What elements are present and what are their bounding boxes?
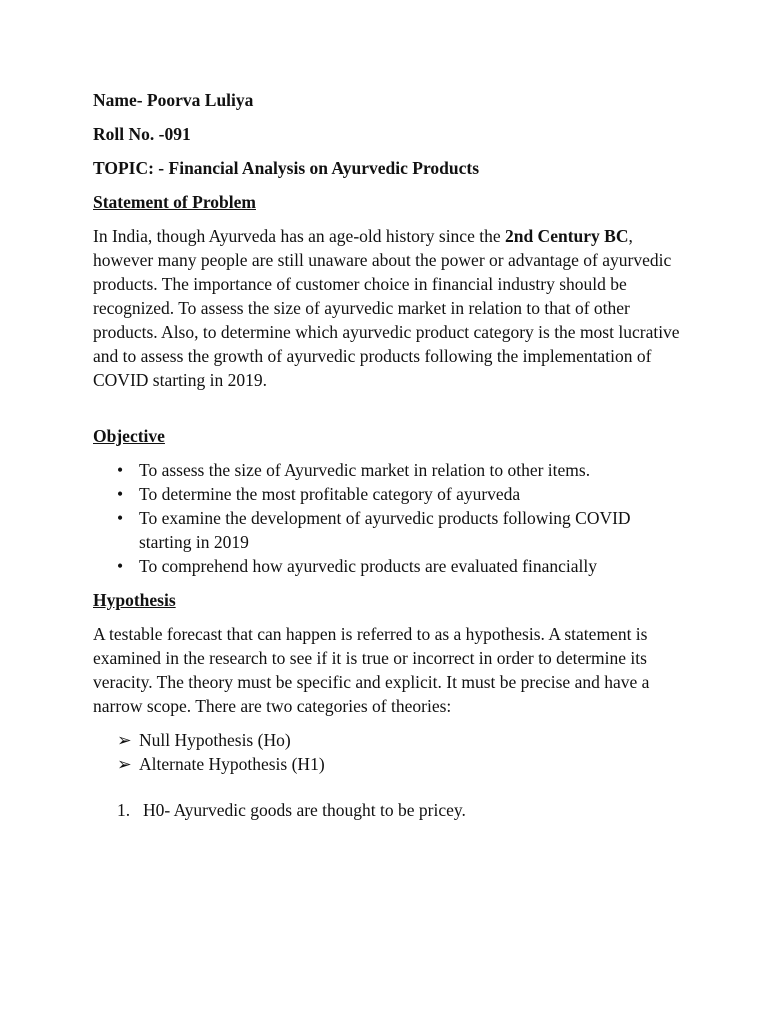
statement-text-a: In India, though Ayurveda has an age-old history since the xyxy=(93,226,505,246)
list-item xyxy=(93,728,683,752)
document-page xyxy=(93,88,683,822)
objective-item-text: To assess the size of Ayurvedic market in relation to other items. xyxy=(139,460,591,480)
statement-paragraph xyxy=(93,224,683,392)
hypothesis-type-text: Null Hypothesis (Ho) xyxy=(139,730,291,750)
list-item xyxy=(93,554,683,578)
objective-list xyxy=(93,458,683,578)
list-item xyxy=(93,798,683,822)
roll-number: Roll No. -091 xyxy=(93,124,191,144)
statement-text-b: , however many people are still unaware about the power or advantage of ayurvedic products. The importance of customer choice in financial industry should be recognized. To assess the size of ayurvedic market in relation to that of other products. Also, to determine which ayurvedic product category is the most lucrative and to assess the growth of ayurvedic products following the implementation of COVID starting in 2019. xyxy=(93,226,680,390)
hypothesis-types-list xyxy=(93,728,683,776)
list-item xyxy=(93,752,683,776)
list-item xyxy=(93,506,683,554)
objective-item-text: To examine the development of ayurvedic products following COVID starting in 2019 xyxy=(139,508,631,552)
hypothesis-type-text: Alternate Hypothesis (H1) xyxy=(139,754,325,774)
arrow-bullet-icon: ➢ xyxy=(117,730,132,750)
bullet-icon: • xyxy=(117,508,124,528)
objective-item-text: To comprehend how ayurvedic products are evaluated financially xyxy=(139,556,597,576)
bullet-icon: • xyxy=(117,460,124,480)
list-number: 1. xyxy=(117,800,131,820)
student-name: Name- Poorva Luliya xyxy=(93,90,254,110)
list-item xyxy=(93,482,683,506)
statement-heading: Statement of Problem xyxy=(93,192,256,212)
numbered-item-text: H0- Ayurvedic goods are thought to be pricey. xyxy=(143,800,466,820)
statement-text-bold: 2nd Century BC xyxy=(504,226,629,246)
objective-item-text: To determine the most profitable category of ayurveda xyxy=(139,484,521,504)
arrow-bullet-icon: ➢ xyxy=(117,754,132,774)
bullet-icon: • xyxy=(117,484,124,504)
hypothesis-numbered-list xyxy=(93,798,683,822)
hypothesis-paragraph: A testable forecast that can happen is referred to as a hypothesis. A statement is examined in the research to see if it is true or incorrect in order to determine its veracity. The theory must be specific and explicit. It must be precise and have a narrow scope. There are two categories of theories: xyxy=(93,624,650,716)
objective-heading: Objective xyxy=(93,426,165,446)
bullet-icon: • xyxy=(117,556,124,576)
topic-line: TOPIC: - Financial Analysis on Ayurvedic Products xyxy=(93,158,480,178)
hypothesis-heading: Hypothesis xyxy=(93,590,176,610)
list-item xyxy=(93,458,683,482)
